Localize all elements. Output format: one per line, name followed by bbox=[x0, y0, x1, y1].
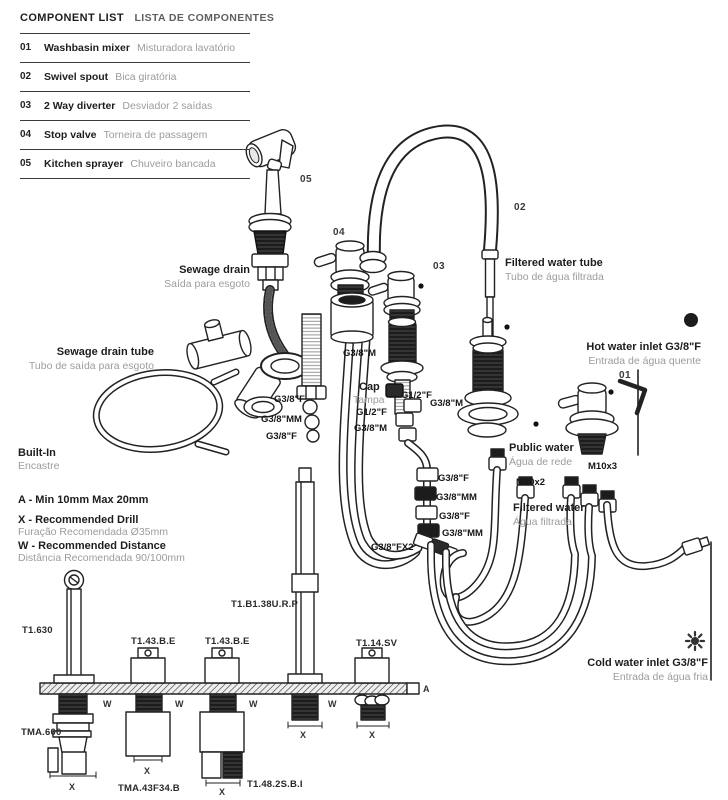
row-number: 03 bbox=[20, 100, 32, 111]
fixture-t1-630 bbox=[48, 571, 96, 779]
public-water-tailpiece bbox=[458, 318, 518, 438]
built-in-label-en: Built-In bbox=[18, 447, 56, 459]
dim-w: W bbox=[328, 699, 337, 709]
filtered-water-label-pt: Água filtrada bbox=[513, 516, 572, 528]
row-number: 05 bbox=[20, 158, 32, 169]
table-row bbox=[20, 120, 252, 149]
table-row bbox=[20, 33, 252, 62]
fitting-label: M10x2 bbox=[516, 477, 546, 488]
product-code-t1-630: T1.630 bbox=[22, 625, 53, 636]
sewage-drain-tube-label-pt: Tubo de saída para esgoto bbox=[28, 360, 154, 372]
row-number: 02 bbox=[20, 71, 32, 82]
public-water-label-en: Public water bbox=[509, 442, 574, 454]
product-code-t1-14-sv: T1.14.SV bbox=[356, 638, 398, 649]
cold-indicator-icon bbox=[686, 632, 704, 650]
row-label-en: 2 Way diverter bbox=[44, 99, 116, 112]
cold-water-inlet-label-pt: Entrada de água fria bbox=[612, 671, 708, 683]
component-list-subtitle: LISTA DE COMPONENTES bbox=[134, 12, 275, 24]
fitting-label: G3/8"FX2 bbox=[371, 542, 414, 553]
sewage-drain-tube-label-en: Sewage drain tube bbox=[56, 346, 154, 358]
table-row bbox=[20, 91, 252, 120]
cap-label-pt: Tampa bbox=[353, 394, 385, 406]
dim-w: W bbox=[249, 699, 258, 709]
row-label-en: Swivel spout bbox=[44, 70, 109, 83]
row-number: 04 bbox=[20, 129, 32, 140]
fixture-t1-43-be-2 bbox=[200, 648, 244, 786]
dim-x: X bbox=[300, 730, 307, 740]
hot-water-inlet-label-en: Hot water inlet G3/8"F bbox=[586, 341, 701, 353]
fitting-label: G3/8"M bbox=[430, 398, 464, 409]
row-label-pt: Chuveiro bancada bbox=[130, 157, 216, 170]
product-code-t1-48: T1.48.2S.B.I bbox=[247, 779, 303, 790]
note-a: A - Min 10mm Max 20mm bbox=[18, 494, 149, 506]
fitting-label: G3/8"MM bbox=[442, 528, 483, 539]
page-title bbox=[20, 8, 274, 26]
filtered-water-tube-label-en: Filtered water tube bbox=[505, 257, 603, 269]
built-in-label-pt: Encastre bbox=[18, 460, 60, 472]
table-row bbox=[20, 149, 252, 178]
dim-w: W bbox=[175, 699, 184, 709]
row-label-en: Washbasin mixer bbox=[44, 41, 130, 54]
fitting-label: M10x3 bbox=[588, 461, 618, 472]
row-label-pt: Bica giratória bbox=[115, 70, 177, 83]
fitting-label: G3/8"F bbox=[438, 473, 469, 484]
dim-w: W bbox=[103, 699, 112, 709]
dim-x: X bbox=[369, 730, 376, 740]
hot-indicator-icon bbox=[684, 313, 698, 327]
product-code-t1-b1: T1.B1.38U.R.P bbox=[231, 599, 299, 610]
cold-water-inlet-label-en: Cold water inlet G3/8"F bbox=[587, 657, 708, 669]
table-divider bbox=[20, 178, 250, 179]
table-row bbox=[20, 62, 252, 91]
product-code-tma-600: TMA.600 bbox=[21, 727, 62, 738]
callout-02: 02 bbox=[514, 202, 527, 213]
product-code-tma-43f34: TMA.43F34.B bbox=[118, 783, 180, 794]
sewage-drain-label-en: Sewage drain bbox=[179, 264, 250, 276]
fitting-label: G3/8"M bbox=[343, 348, 377, 359]
countertop-cross-section bbox=[40, 683, 419, 694]
row-label-pt: Torneira de passagem bbox=[103, 128, 208, 141]
component-list-title: COMPONENT LIST bbox=[20, 12, 124, 24]
callout-03: 03 bbox=[433, 261, 446, 272]
note-x-en: X - Recommended Drill bbox=[18, 514, 139, 526]
tee-fitting bbox=[181, 312, 254, 370]
note-x-pt: Furação Recomendada Ø35mm bbox=[18, 526, 168, 538]
callout-04: 04 bbox=[333, 227, 346, 238]
product-code-t1-43-be-1: T1.43.B.E bbox=[131, 636, 176, 647]
flex-hoses bbox=[431, 449, 710, 661]
dim-x: X bbox=[69, 782, 76, 792]
filtered-water-tube-label-pt: Tubo de água filtrada bbox=[505, 271, 604, 283]
product-code-t1-43-be-2: T1.43.B.E bbox=[205, 636, 250, 647]
hot-water-inlet-label-pt: Entrada de água quente bbox=[588, 355, 701, 367]
fitting-label: G1/2"F bbox=[401, 390, 432, 401]
row-label-pt: Desviador 2 saídas bbox=[122, 99, 213, 112]
dim-x: X bbox=[144, 766, 151, 776]
fitting-label: G3/8"M bbox=[354, 423, 388, 434]
swivel-spout-drawing bbox=[360, 131, 498, 353]
fitting-label: G3/8"F bbox=[274, 394, 305, 405]
dim-a: A bbox=[423, 684, 430, 694]
note-w-pt: Distância Recomendada 90/100mm bbox=[18, 552, 185, 564]
callout-01: 01 bbox=[619, 370, 632, 381]
fitting-label: G1/2"F bbox=[356, 407, 387, 418]
fitting-label: G3/8"MM bbox=[436, 492, 477, 503]
dim-x: X bbox=[219, 787, 226, 797]
cap-label-en: Cap bbox=[359, 381, 380, 393]
fitting-label: G3/8"F bbox=[266, 431, 297, 442]
note-w-en: W - Recommended Distance bbox=[18, 540, 166, 552]
fitting-label: G3/8"MM bbox=[261, 414, 302, 425]
row-label-pt: Misturadora lavatório bbox=[136, 41, 236, 54]
fitting-label: G3/8"F bbox=[439, 511, 470, 522]
row-label-en: Kitchen sprayer bbox=[44, 157, 124, 170]
row-label-en: Stop valve bbox=[44, 128, 97, 141]
filtered-water-label-en: Filtered water bbox=[513, 502, 585, 514]
allen-key bbox=[620, 381, 645, 413]
fixture-t1-43-be-1 bbox=[126, 648, 170, 762]
sewage-drain-label-pt: Saída para esgoto bbox=[164, 278, 250, 290]
public-water-label-pt: Água de rede bbox=[509, 456, 573, 468]
row-number: 01 bbox=[20, 42, 32, 53]
callout-05: 05 bbox=[300, 174, 313, 185]
